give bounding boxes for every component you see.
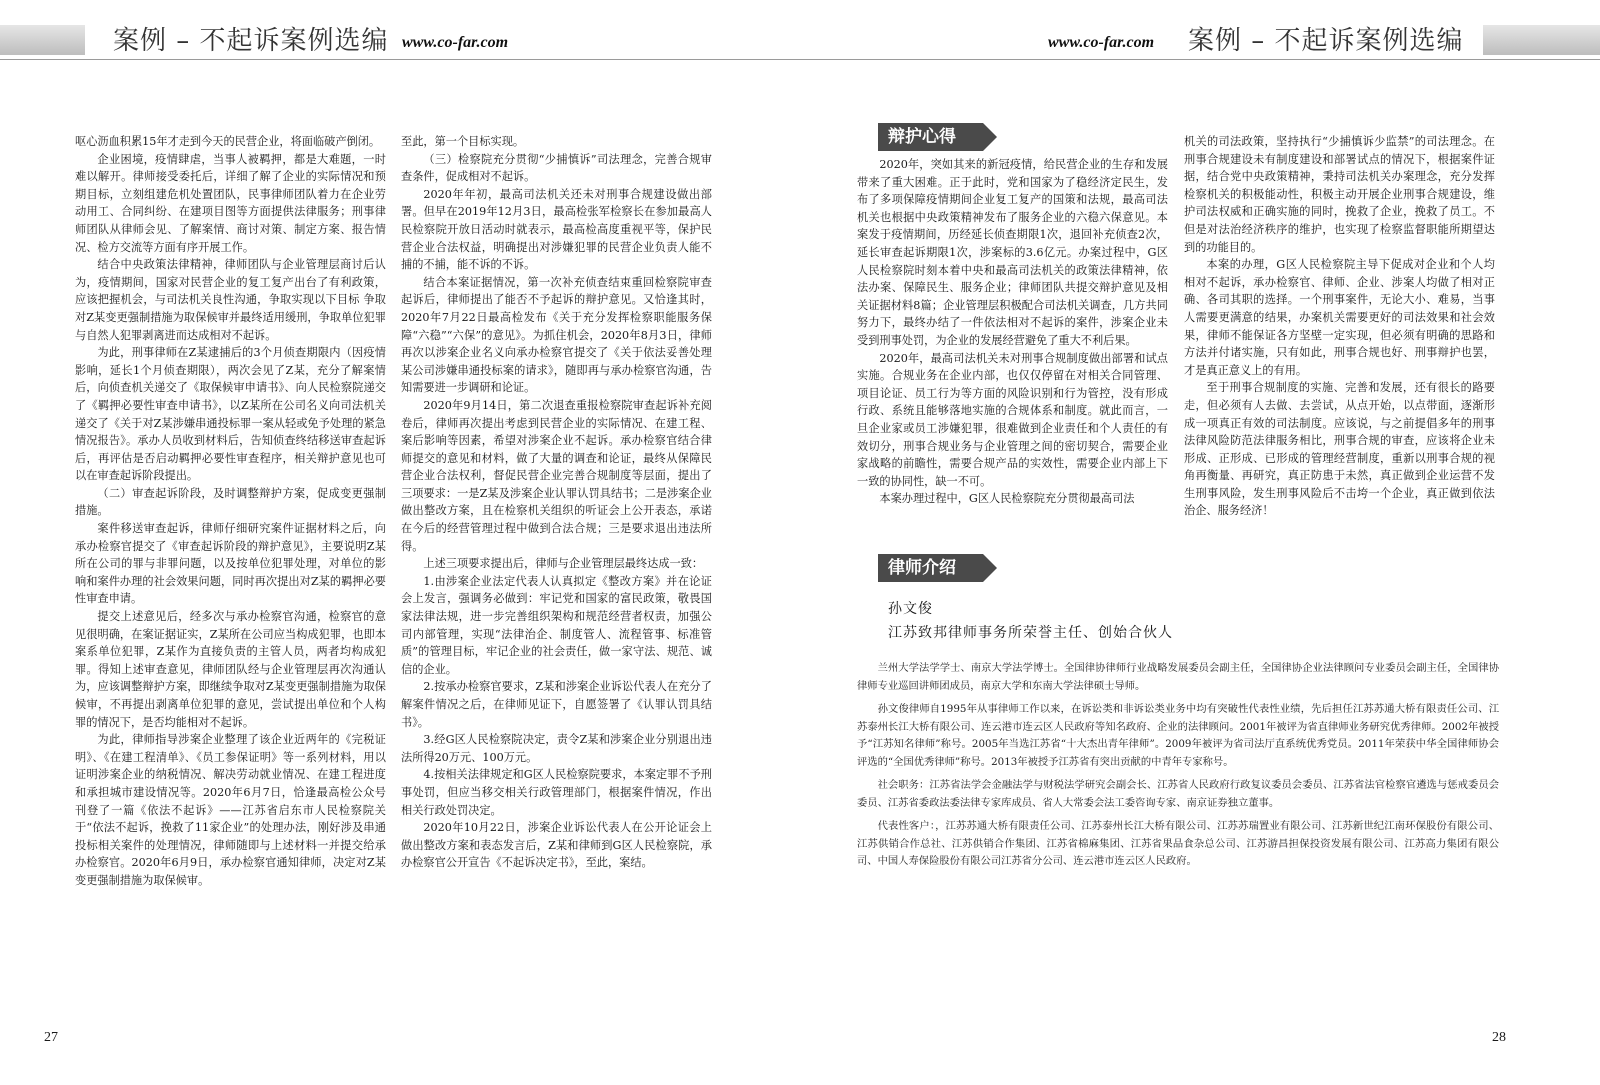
paragraph: 提交上述意见后，经多次与承办检察官沟通，检察官的意见很明确，在案证据证实，Z某所在公司应当构成犯罪，也即本案系单位犯罪，Z某作为直接负责的主管人员，两者均构成犯罪。得知上述审查意见，律师团队经与企业管理层再次沟通认为，应该调整辩护方案，即继续争取对Z某变更强制措施为取保候审，不再提出剥离单位犯罪的意见，尝试提出单位和个人构罪的情况下，是否均能相对不起诉。 (75, 610, 386, 729)
paragraph: 本案办理过程中，G区人民检察院充分贯彻最高司法 (879, 492, 1135, 506)
page-right (800, 0, 1600, 1085)
text-column-2 (1184, 133, 1495, 520)
paragraph: 为此，律师指导涉案企业整理了该企业近两年的《完税证明》、《在建工程清单》、《员工参保证明》等一系列材料，用以证明涉案企业的纳税情况、解决劳动就业情况、在建工程进度和承担城市建设情况等。2020年6月7日，恰逢最高检公众号刊登了一篇《依法不起诉》——江苏省启东市人民检察院关于“依法不起诉，挽救了11家企业”的处理办法，刚好涉及串通投标相关案件的处理情况，律师随即与上述材料一并提交给承办检察官。2020年6月9日，承办检察官通知律师，决定对Z某变更强制措施为取保候审。 (75, 733, 386, 887)
page-number: 27 (44, 1030, 58, 1045)
bio-paragraph: 代表性客户：，江苏苏通大桥有限责任公司、江苏泰州长江大桥有限公司、江苏苏瑞置业有限公司、江苏新世纪江南环保股份有限公司、江苏供销合作总社、江苏供销合作集团、江苏省棉麻集团、江苏省果品食杂总公司、江苏游昌担保投资发展有限公司、江苏高力集团有限公司、中国人寿保险股份有限公司江苏省分公司、连云港市连云区人民政府。 (857, 820, 1499, 867)
header-title: 案例 – 不起诉案例选编 (1188, 26, 1464, 56)
lawyer-title: 江苏致邦律师事务所荣誉主任、创始合伙人 (888, 625, 1173, 641)
header-bar (0, 25, 85, 55)
paragraph: 2020年10月22日，涉案企业诉讼代表人在公开论证会上做出整改方案和表态发言后，Z某和律师到G区人民检察院，承办检察官公开宣告《不起诉决定书》，至此，案结。 (401, 821, 712, 870)
paragraph: 2020年9月14日，第二次退查重报检察院审查起诉补充阅卷后，律师再次提出考虑到民营企业的实际情况、在建工程、案后影响等因素，希望对涉案企业不起诉。承办检察官结合律师提交的意见和材料，做了大量的调查和论证，最终从保障民营企业合法权利，督促民营企业完善合规制度等层面，提出了三项要求：一是Z某及涉案企业认罪认罚具结书；二是涉案企业做出整改方案，且在检察机关组织的听证会上公开表态，承诺在今后的经营管理过程中做到合法合规；三是要求退出违法所得。 (401, 398, 712, 553)
paragraph: 机关的司法政策，坚持执行“少捕慎诉少监禁”的司法理念。在刑事合规建设未有制度建设和部署试点的情况下，根据案件证据，结合党中央政策精神，秉持司法机关办案理念，充分发挥检察机关的积极能动性，积极主动开展企业刑事合规建设，维护司法权威和正确实施的同时，挽救了企业，挽救了员工。不但是对法治经济秩序的维护，也实现了检察监督职能所期望达到的功能目的。 (1184, 135, 1495, 254)
lawyer-bio (857, 660, 1499, 877)
header-rule (0, 59, 800, 60)
paragraph: 2020年，突如其来的新冠疫情，给民营企业的生存和发展带来了重大困难。正于此时，党和国家为了稳经济定民生，发布了多项保障疫情期间企业复工复产的国策和法规，最高司法机关也根据中央政策精神发布了服务企业的六稳六保意见。本案发于疫情期间，历经延长侦查期限1次，退回补充侦查2次，延长审查起诉期限1次，涉案标的3.6亿元。办案过程中，G区人民检察院时刻本着中央和最高司法机关的政策法律精神，依法办案、保障民生、服务企业；律师团队共提交辩护意见及相关证据材料8篇；企业管理层积极配合司法机关调查，几方共同努力下，最终办结了一件依法相对不起诉的案件，涉案企业未受到刑事处罚，为企业的发展经营避免了重大不利后果。 (857, 158, 1168, 347)
text-column-2 (401, 133, 712, 872)
header-bar (1483, 25, 1600, 55)
paragraph: 至此，第一个目标实现。 (401, 135, 525, 148)
paragraph: 上述三项要求提出后，律师与企业管理层最终达成一致： (423, 557, 704, 571)
bio-paragraph: 社会职务：江苏省法学会金融法学与财税法学研究会副会长、江苏省人民政府行政复议委员会委员、江苏省法官检察官遴选与惩戒委员会委员、江苏省委政法委法律专家库成员、省人大常委会法工委咨询专家、南京证券独立董事。 (857, 779, 1499, 809)
paragraph: 3.经G区人民检察院决定，责令Z某和涉案企业分别退出违法所得20万元、100万元。 (401, 733, 712, 764)
page-number: 28 (1492, 1030, 1506, 1045)
bio-paragraph: 孙文俊律师自1995年从事律师工作以来，在诉讼类和非诉讼类业务中均有突破性代表性业绩，先后担任江苏苏通大桥有限责任公司、江苏泰州长江大桥有限公司、连云港市连云区人民政府等知名政府、企业的法律顾问。2001年被评为省直律师业务研究优秀律师。2002年被授予“江苏知名律师”称号。2005年当选江苏省“十大杰出青年律师”。2009年被评为省司法厅直系统优秀党员。2011年荣获中华全国律师协会评选的“全国优秀律师”称号。2013年被授予江苏省有突出贡献的中青年专家称号。 (857, 703, 1499, 768)
paragraph: 2020年年初，最高司法机关还未对刑事合规建设做出部署。但早在2019年12月3日，最高检张军检察长在参加最高人民检察院开放日活动时就表示，最高检高度重视平等，保护民营企业合法权益，明确提出对涉嫌犯罪的民营企业负责人能不捕的不捕，能不诉的不诉。 (401, 187, 712, 272)
paragraph: 至于刑事合规制度的实施、完善和发展，还有很长的路要走，但必须有人去做、去尝试，从点开始，以点带面，逐渐形成一项真正有效的司法制度。应该说，与之前提倡多年的刑事法律风险防范法律服务相比，刑事合规的审查，应该将企业未形成、正形成、已形成的管理经营制度，重新以刑事合规的视角再衡量、再研究，真正防患于未然，真正做到企业运营不发生刑事风险，发生刑事风险后不击垮一个企业，真正做到依法治企、服务经济！ (1184, 381, 1495, 518)
paragraph: 1.由涉案企业法定代表人认真拟定《整改方案》并在论证会上发言，强调务必做到：牢记党和国家的富民政策，敬畏国家法律法规，进一步完善组织架构和规范经营者权责，加强公司内部管理，实现“法律治企、制度管人、流程管事、标准管质”的管理目标，牢记企业的社会责任，做一家守法、规范、诚信的企业。 (401, 574, 712, 676)
header-url[interactable]: www.co-far.com (1048, 34, 1155, 51)
paragraph: 案件移送审查起诉，律师仔细研究案件证据材料之后，向承办检察官提交了《审查起诉阶段的辩护意见》，主要说明Z某所在公司的罪与非罪问题，以及按单位犯罪处理，对单位的影响和案件办理的社会效果问题，同时再次提出对Z某的羁押必要性审查申请。 (75, 522, 386, 606)
section-title-defense-notes: 辩护心得 (878, 123, 983, 151)
paragraph: （二）审查起诉阶段，及时调整辩护方案，促成变更强制措施。 (75, 486, 386, 518)
paragraph: 呕心沥血积累15年才走到今天的民营企业，将面临破产倒闭。 (75, 135, 381, 148)
paragraph: 为此，刑事律师在Z某逮捕后的3个月侦查期限内（因疫情影响，延长1个月侦查期限），两次会见了Z某，充分了解案情后，向侦查机关递交了《取保候审申请书》、向人民检察院递交了《羁押必要性审查申请书》，以Z某所在公司名义向司法机关递交了《关于对Z某涉嫌串通投标罪一案从轻或免予处理的紧急情况报告》。承办人员收到材料后，告知侦查终结移送审查起诉后，再评估是否启动羁押必要性审查程序，相关辩护意见也可以在审查起诉阶段提出。 (75, 346, 386, 483)
header-url[interactable]: www.co-far.com (402, 34, 509, 51)
bio-paragraph: 兰州大学法学学士、南京大学法学博士。全国律协律师行业战略发展委员会副主任，全国律协企业法律顾问专业委员会副主任，全国律协律师专业巡回讲师团成员，南京大学和东南大学法律硕士导师。 (857, 662, 1499, 692)
paragraph: 结合中央政策法律精神，律师团队与企业管理层商讨后认为，疫情期间，国家对民营企业的复工复产出台了有利政策，应该把握机会，与司法机关良性沟通，争取实现以下目标 争取对Z某变更强制措施为取保候审并最终适用缓刑，争取单位犯罪与自然人犯罪剥离进而达成相对不起诉。 (75, 258, 386, 342)
lawyer-name: 孙文俊 (888, 601, 933, 617)
paragraph: 4.按相关法律规定和G区人民检察院要求，本案定罪不予刑事处罚，但应当移交相关行政管理部门，根据案件情况，作出相关行政处罚决定。 (401, 768, 712, 817)
paragraph: 结合本案证据情况，第一次补充侦查结束重回检察院审查起诉后，律师提出了能否不予起诉的辩护意见。又恰逢其时，2020年7月22日最高检发布《关于充分发挥检察职能服务保障“六稳”“六保”的意见》。为抓住机会，2020年8月3日，律师再次以涉案企业名义向承办检察官提交了《关于依法妥善处理某公司涉嫌串通投标案的请求》，随即再与承办检察官沟通，告知需要进一步调研和论证。 (401, 275, 712, 395)
paragraph: 企业困境，疫情肆虐，当事人被羁押，都是大难题，一时难以解开。律师接受委托后，详细了解了企业的实际情况和预期目标，立刻组建危机处置团队，民事律师团队着力在企业劳动用工、合同纠纷、在建项目图等方面提供法律服务；刑事律师团队从律师会见、了解案情、商讨对策、制定方案、报告情况、检方交流等方面有序开展工作。 (75, 152, 386, 254)
paragraph: 本案的办理，G区人民检察院主导下促成对企业和个人均相对不起诉，承办检察官、律师、企业、涉案人均做了相对正确、各司其职的选择。一个刑事案件，无论大小、难易，当事人需要更满意的结果，办案机关需要更好的司法效果和社会效果，律师不能保证各方坚壁一定实现，但必须有明确的思路和方法并付诸实施，只有如此，刑事合规也好、刑事辩护也罢，才是真正意义上的有用。 (1184, 258, 1495, 377)
paragraph: 2020年，最高司法机关未对刑事合规制度做出部署和试点实施。合规业务在企业内部，也仅仅停留在对相关合同管理、项目论证、员工行为等方面的风险识别和行为管控，没有形成行政、系统且能够落地实施的合规体系和制度。就此而言，一旦企业家或员工涉嫌犯罪，很难做到企业责任和个人责任的有效切分，刑事合规业务与企业管理之间的密切契合，需要企业家战略的前瞻性，需要合规产品的实效性，需要企业内部上下一致的协同性，缺一不可。 (857, 351, 1168, 488)
section-title-lawyer-intro: 律师介绍 (878, 554, 983, 582)
paragraph: （三）检察院充分贯彻“少捕慎诉”司法理念，完善合规审查条件，促成相对不起诉。 (401, 152, 712, 184)
header-title: 案例 – 不起诉案例选编 (113, 26, 389, 56)
text-column-1 (857, 156, 1168, 508)
paragraph: 2.按承办检察官要求，Z某和涉案企业诉讼代表人在充分了解案件情况之后，在律师见证下，自愿签署了《认罪认罚具结书》。 (401, 680, 712, 729)
header-rule (800, 59, 1600, 60)
text-column-1 (75, 133, 386, 890)
